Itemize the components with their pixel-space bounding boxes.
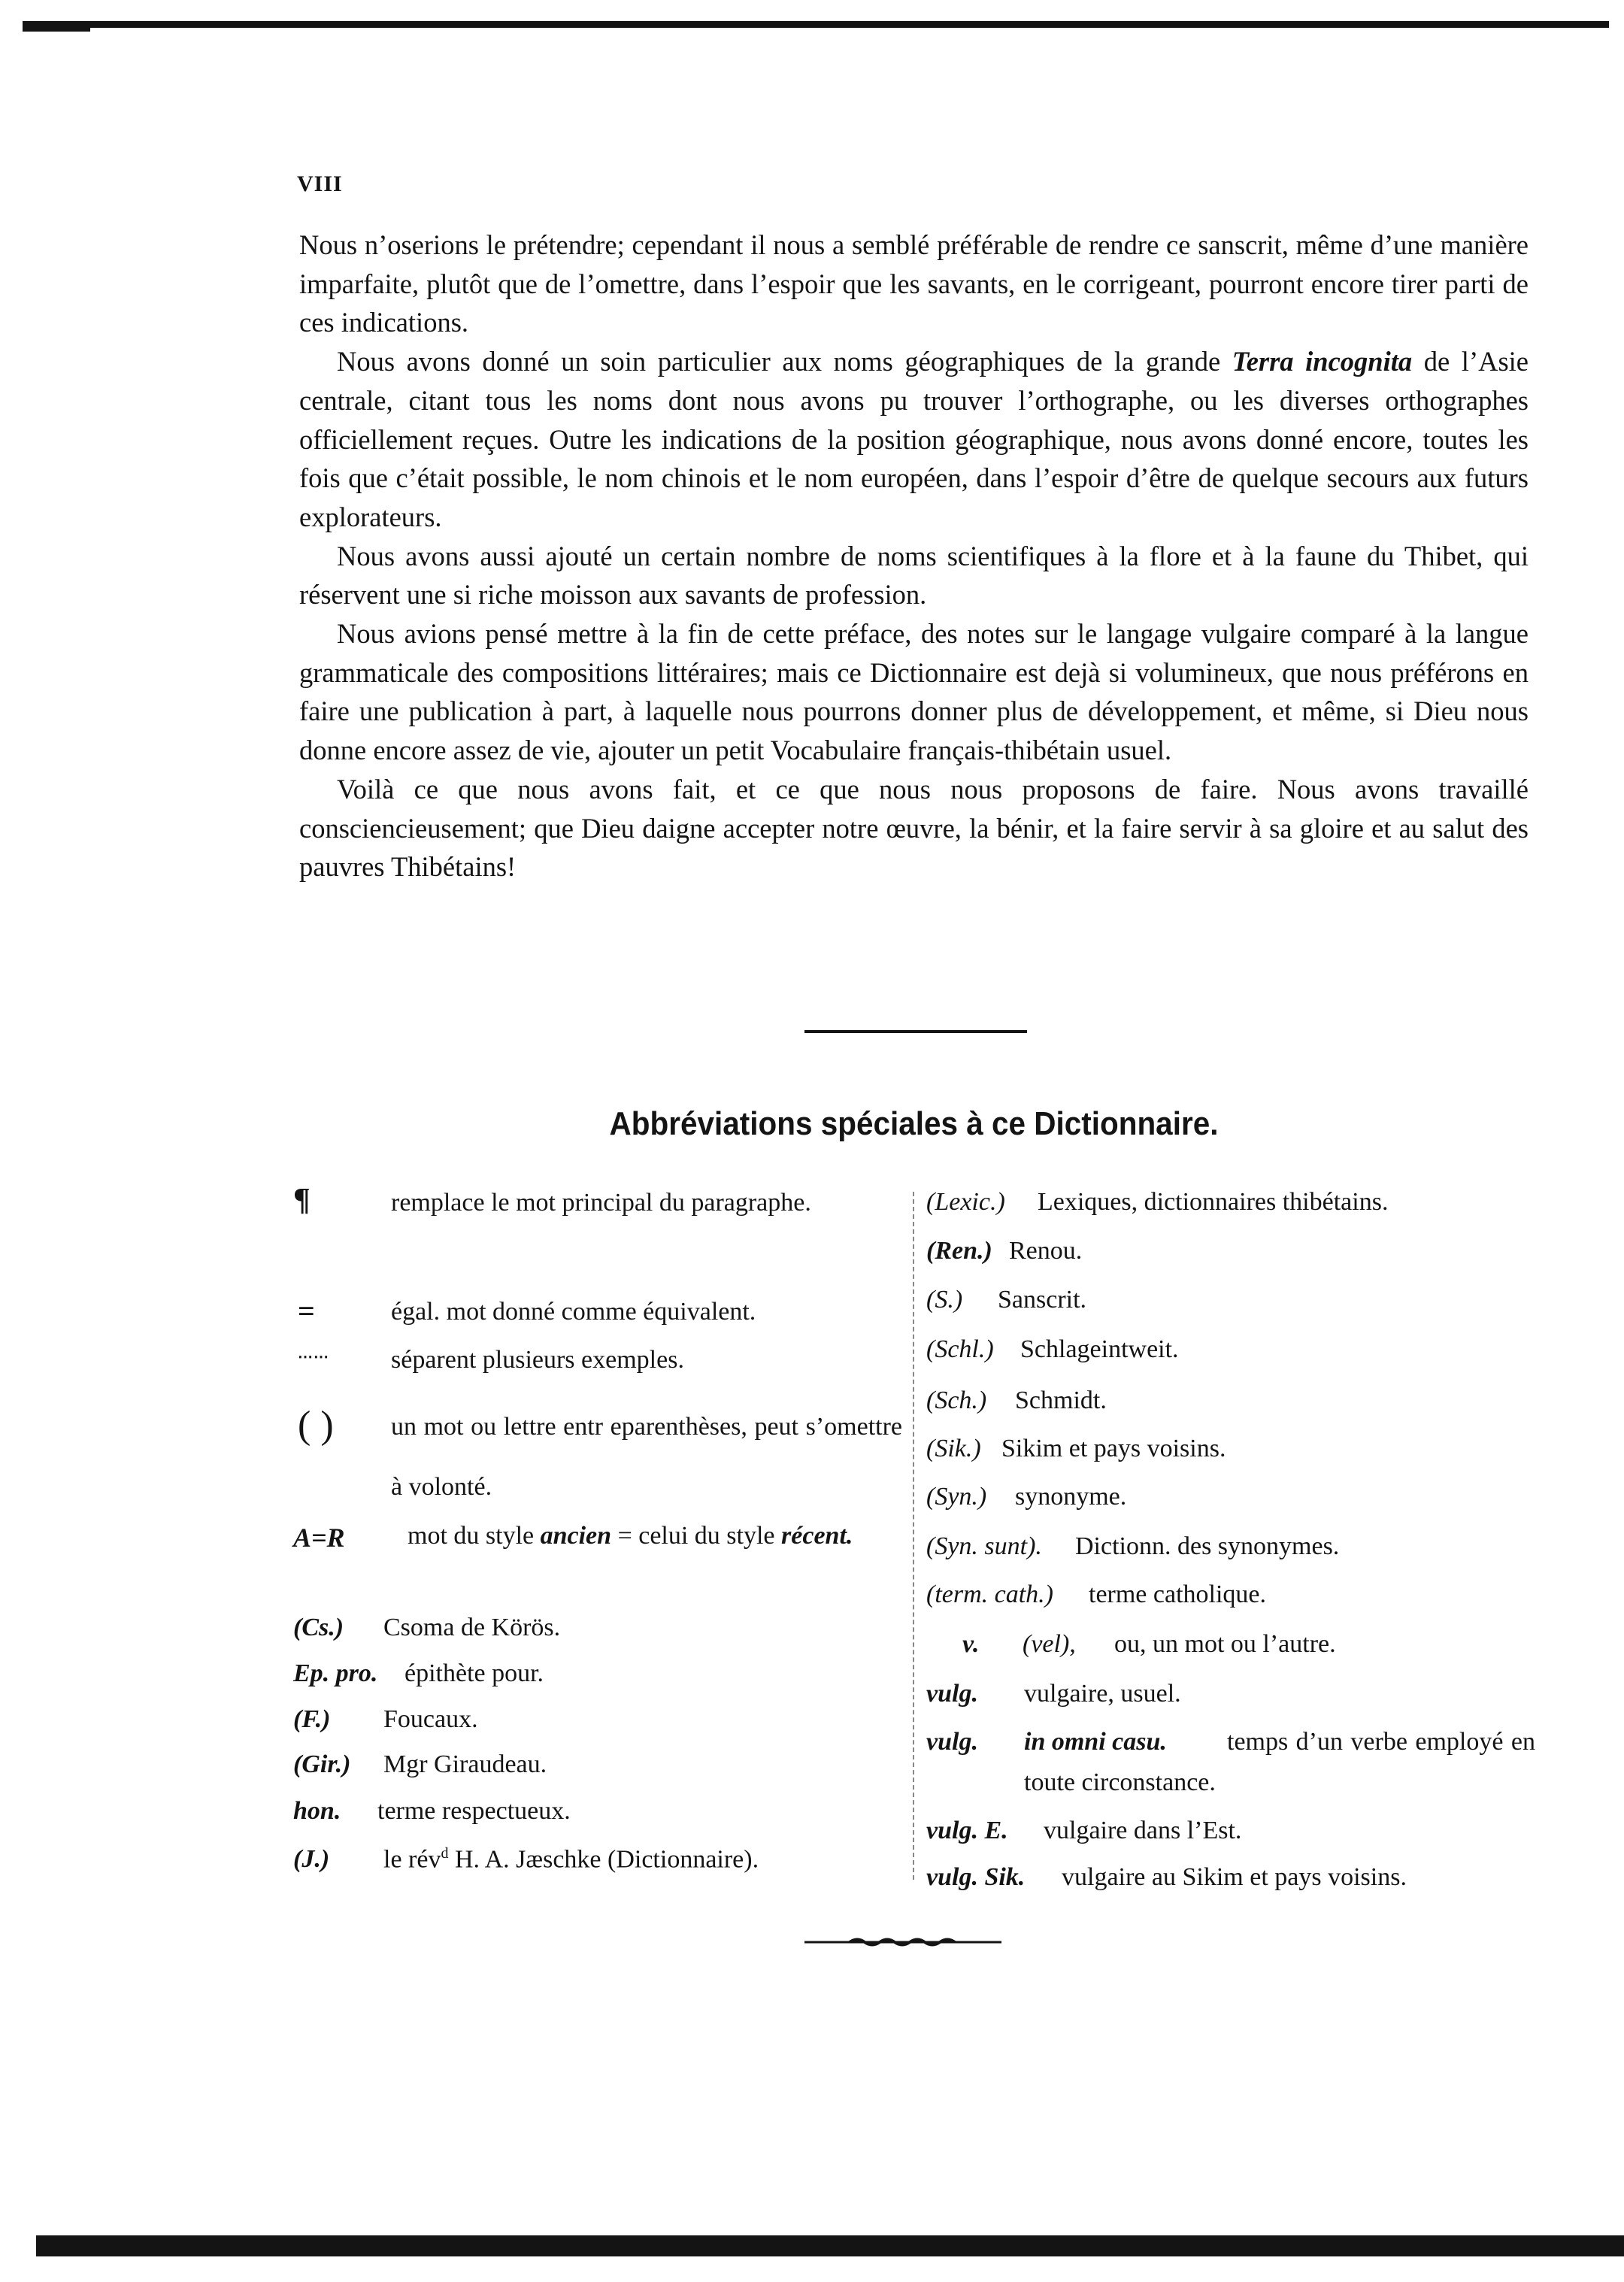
abbrev-term-secondary: in omni casu. (1024, 1728, 1167, 1756)
abbrev-term: (Ren.) (926, 1237, 992, 1265)
separator-rule (804, 1030, 1027, 1033)
abbrev-desc: Foucaux. (383, 1705, 478, 1733)
top-rule (23, 21, 1609, 28)
abbrev-term: (Gir.) (293, 1750, 351, 1778)
abbrev-term: (Schl.) (926, 1335, 994, 1363)
abbrev-term: (Sch.) (926, 1386, 987, 1414)
abbrev-desc: Sikim et pays voisins. (1001, 1435, 1226, 1462)
abbrev-term: (F.) (293, 1705, 331, 1733)
recent-term: récent. (781, 1522, 853, 1550)
abbrev-term: (term. cath.) (926, 1580, 1054, 1608)
terra-incognita: Terra incognita (1232, 346, 1413, 377)
abbrev-term: (J.) (293, 1845, 330, 1873)
abbrev-term: v. (962, 1630, 980, 1658)
abbrev-term: (S.) (926, 1286, 963, 1314)
abbrev-desc: Schmidt. (1015, 1386, 1107, 1414)
abbrev-term: (Cs.) (293, 1614, 344, 1641)
abbrev-desc: Dictionn. des synonymes. (1075, 1532, 1340, 1560)
abbrev-desc: épithète pour. (404, 1659, 544, 1687)
abbrev-desc-text: le rév (383, 1845, 441, 1874)
parentheses-symbol: ( ) (298, 1404, 334, 1447)
bottom-rule (36, 2235, 1624, 2256)
abbrev-term: vulg. (926, 1680, 978, 1708)
abbrev-desc (383, 1845, 902, 1874)
abbrev-desc: temps d’un verbe employé en toute circonstance. (1024, 1728, 1535, 1796)
superscript: d (441, 1845, 449, 1862)
abbrev-term: vulg. (926, 1728, 978, 1756)
preface-text (299, 226, 1529, 886)
page-number: VIII (297, 171, 343, 196)
paragraph-3: Nous avons aussi ajouté un certain nombre de noms scientifiques à la flore et à la faune du Thibet, qui réservent une si riche moisson aux savants de profession. (299, 540, 1529, 611)
abbrev-term: (Lexic.) (926, 1188, 1005, 1216)
paragraph-1: Nous n’oserions le prétendre; cependant il nous a semblé préférable de rendre ce sanscrit, même d’une manière imparfaite, plutôt que de l’omettre, dans l’espoir que les savants, en le corrigeant, pourront encore tirer parti de ces indications. (299, 229, 1529, 338)
abbrev-desc: Csoma de Körös. (383, 1614, 561, 1641)
abbrev-desc: ou, un mot ou l’autre. (1114, 1630, 1336, 1658)
end-ornament (804, 1936, 1001, 1948)
abbrev-desc: Mgr Giraudeau. (383, 1750, 547, 1778)
dots-symbol: ⋯⋯ (298, 1349, 329, 1365)
abbrev-desc: Renou. (1009, 1237, 1083, 1265)
paragraph-2 (299, 342, 1529, 537)
abbrev-desc: Sanscrit. (998, 1286, 1087, 1314)
abbrev-desc: Lexiques, dictionnaires thibétains. (1038, 1188, 1389, 1216)
abbrev-desc: remplace le mot principal du paragraphe. (391, 1189, 811, 1217)
abbrev-desc-text: mot du style (408, 1522, 541, 1550)
abbrev-desc: terme catholique. (1089, 1580, 1267, 1608)
abbrev-desc: Schlageintweit. (1020, 1335, 1179, 1363)
ornament-graphic (804, 1936, 1001, 1948)
column-divider (913, 1192, 914, 1880)
paragraph-2-end: de l’Asie centrale, citant tous les noms dont nous avons pu trouver l’orthographe, ou les diverses orthographes officiellement reçues. Outre les indications de la position géographique, nous avons donné encore, toutes les fois que c’était possible, le nom chinois et le nom européen, dans l’espoir d’être de quelque secours aux futurs explorateurs. (299, 346, 1529, 532)
abbrev-desc: un mot ou lettre entr eparenthèses, peut s’omettre à volonté. (391, 1413, 902, 1501)
abbrev-desc: vulgaire au Sikim et pays voisins. (1062, 1863, 1407, 1891)
pilcrow-symbol: ¶ (293, 1183, 311, 1217)
paragraph-5: Voilà ce que nous avons fait, et ce que nous nous proposons de faire. Nous avons travaillé consciencieusement; que Dieu daigne accepter notre œuvre, la bénir, et la faire servir à sa gloire et au salut des pauvres Thibétains! (299, 773, 1529, 883)
abbrev-term: vulg. Sik. (926, 1863, 1026, 1891)
abbrev-desc: terme respectueux. (377, 1797, 571, 1825)
top-rule-tail (23, 28, 90, 32)
abbrev-term: vulg. E. (926, 1817, 1008, 1844)
abbrev-term: (Sik.) (926, 1435, 981, 1462)
abbrev-desc-text: = celui du style (611, 1522, 782, 1550)
abbrev-desc-text: H. A. Jæschke (Dictionnaire). (448, 1845, 759, 1874)
abbrev-term: hon. (293, 1797, 341, 1825)
abbrev-term: (Syn. sunt). (926, 1532, 1042, 1560)
ancien-term: ancien (540, 1522, 612, 1550)
abbrev-term-secondary: (vel), (1023, 1630, 1076, 1658)
abbreviations-title: Abbréviations spéciales à ce Dictionnaire. (609, 1105, 1219, 1142)
abbrev-desc (408, 1517, 902, 1555)
equals-symbol: = (298, 1294, 315, 1328)
paragraph-2-start: Nous avons donné un soin particulier aux noms géographiques de la grande (337, 346, 1232, 377)
abbrev-desc: vulgaire, usuel. (1024, 1680, 1181, 1708)
paragraph-4: Nous avions pensé mettre à la fin de cette préface, des notes sur le langage vulgaire comparé à la langue grammaticale des compositions littéraires; mais ce Dictionnaire est dejà si volumineux, que nous préférons en faire une publication à part, à laquelle nous pourrons donner plus de développement, et même, si Dieu nous donne encore assez de vie, ajouter un petit Vocabulaire français-thibétain usuel. (299, 618, 1529, 766)
abbrev-desc: synonyme. (1015, 1483, 1127, 1511)
abbrev-term: (Syn.) (926, 1483, 987, 1511)
abbrev-term: A=R (293, 1523, 345, 1553)
abbrev-desc: séparent plusieurs exemples. (391, 1346, 684, 1374)
abbrev-desc: égal. mot donné comme équivalent. (391, 1298, 756, 1326)
abbrev-term: Ep. pro. (293, 1659, 378, 1687)
abbrev-desc: vulgaire dans l’Est. (1044, 1817, 1242, 1844)
